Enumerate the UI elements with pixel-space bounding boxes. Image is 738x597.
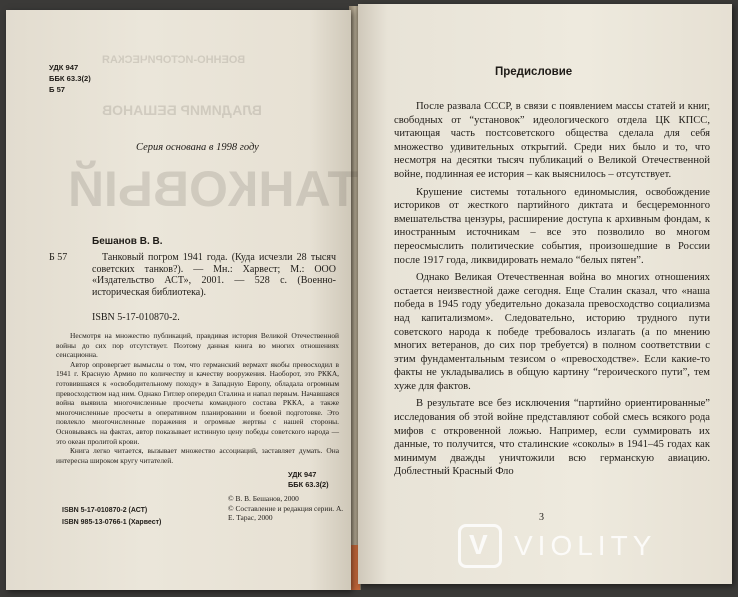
page-number: 3 (539, 512, 544, 523)
preface-paragraph: Однако Великая Отечественная война во многих отношениях остается неизвестной даже сегодня. Еще Сталин сказал, что «наша победа в 1945 году убедительно доказала превосходство социализма над капитализмом». Следовательно, историю трудного пути советского народа к победе требовалось излагать (а по мнению многих ветеранов, до сих пор требуется) в полном соответствии с этим фундаментальным тезисом о «превосходстве». Если какие-то факты не укладывались в общую картину “героического пути”, тем хуже для фактов. (394, 272, 710, 392)
udk-code: УДК 947 (288, 470, 317, 479)
bbk-code: ББК 63.3(2) (288, 480, 329, 489)
bleed-through: ТАНКОВЫЙ (68, 161, 359, 217)
isbn-main: ISBN 5-17-010870-2. (92, 312, 180, 323)
violity-watermark (458, 524, 728, 580)
author-mark: Б 57 (49, 85, 66, 94)
annotation-paragraph: Книга легко читается, вызывает множество ассоциаций, заставляет думать. Она интересна широком кругу читателей. (56, 446, 339, 465)
preface-paragraph: Крушение системы тотального единомыслия, освобождение историков от жесткого партийного диктата и бесцеремонного вмешательства цензуры, расширение доступа к архивным фондам, к иностранным источникам – все это позволило во многом переосмыслить политические события, произошедшие в России после 1917 года, ликвидировать немало “белых пятен”. (394, 186, 710, 266)
section-heading: Предисловие (495, 66, 573, 78)
preface-paragraph: В результате все без исключения “партийно ориентированные” исследования об этой войне представляют собой смесь всякого рода мифов с откровенной ложью. Например, если суммировать их данные, то получится, что сталинские «соколы» в 1941–45 годах как минимум дважды уничтожили всю германскую авиацию. Доблестный Красный Фло (394, 398, 710, 478)
catalog-code: Б 57 (49, 252, 68, 263)
copyright-block (228, 494, 346, 523)
violity-logo-icon: V (458, 524, 502, 568)
isbn-harvest: ISBN 985-13-0766-1 (Харвест) (62, 519, 162, 526)
author-heading: Бешанов В. В. (92, 236, 163, 247)
classification-block (49, 62, 91, 95)
bleed-through: ВОЕННО-ИСТОРИЧЕСКАЯ (102, 54, 246, 66)
bottom-classification (288, 470, 329, 490)
watermark-text: VIOLITY (514, 530, 657, 561)
isbn-list (62, 505, 161, 529)
copyright-series: © Составление и редакция серии. А. Е. Тарас, 2000 (228, 503, 344, 523)
preface-paragraph: После развала СССР, в связи с появлением массы статей и книг, свободных от “установок” идеологического отдела ЦК КПСС, читающая часть постсоветского общества сделала для себя множество удивительных открытий. Среди них было и то, что несмотря на десятки тысяч публикаций о Великой Отечественной войне, подлинная ее история – как выяснилось – отсутствует. (394, 101, 710, 180)
bleed-through: ВЛАДИМИР БЕШАНОВ (102, 102, 262, 118)
annotation-paragraph: Несмотря на множество публикаций, правдивая история Великой Отечественной войны до сих пор отсутствует. Поэтому данная книга во многих отношениях сенсационна. (56, 331, 339, 360)
bbk-code: ББК 63.3(2) (49, 74, 91, 83)
left-page (6, 10, 359, 590)
copyright-author: © В. В. Бешанов, 2000 (228, 494, 299, 503)
right-page (358, 4, 732, 584)
annotation (56, 331, 339, 465)
preface-text (394, 100, 710, 483)
catalog-entry: Танковый погром 1941 года. (Куда исчезли 28 тысяч советских танков?). — Мн.: Харвест; М.: ООО «Издательство АСТ», 2001. — 528 с. (Военно-историческая библиотека). (92, 252, 336, 298)
isbn-ast: ISBN 5-17-010870-2 (АСТ) (62, 507, 148, 514)
udk-code: УДК 947 (49, 63, 79, 72)
annotation-paragraph: Автор опровергает вымыслы о том, что германский вермахт якобы превосходил в 1941 г. Красную Армию по количеству и качеству вооружения. Наоборот, это РККА, готовившаяся к «освободительному походу» в Западную Европу, обладала огромным превосходством над ним. Однако Гитлер опередил Сталина и напал первым. Начавшаяся война выявила многочисленные просчеты командного состава РККА, а также многочисленные просчеты в оперативном планировании и боевой подготовке. Это повлекло многочисленные поражения и огромные жертвы с нашей стороны. Основываясь на фактах, автор показывает истинную цену победы советского народа — это океан пролитой крови. (56, 359, 339, 446)
series-note: Серия основана в 1998 году (136, 142, 259, 153)
